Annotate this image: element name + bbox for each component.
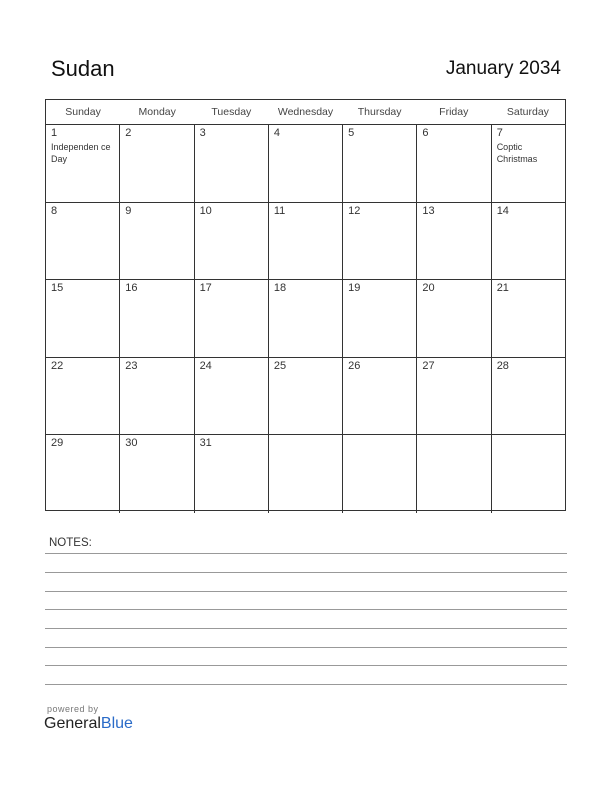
week-row-4 bbox=[46, 358, 565, 436]
day-number: 11 bbox=[273, 204, 286, 217]
note-line bbox=[45, 684, 567, 685]
day-cell bbox=[343, 358, 417, 435]
day-number: 9 bbox=[125, 204, 132, 217]
day-cell bbox=[417, 280, 491, 357]
weekday-friday: Friday bbox=[439, 106, 469, 118]
weekday-sunday: Sunday bbox=[65, 106, 101, 118]
day-number: 26 bbox=[348, 359, 361, 372]
day-number: 12 bbox=[348, 204, 361, 217]
day-number: 21 bbox=[496, 282, 509, 294]
brand-name-part2: Blue bbox=[100, 715, 133, 732]
weekday-wednesday: Wednesday bbox=[277, 106, 334, 118]
day-number: 14 bbox=[496, 204, 509, 217]
day-cell bbox=[46, 358, 120, 435]
week-row-2 bbox=[46, 203, 565, 281]
brand-name bbox=[44, 715, 133, 733]
brand-logo bbox=[44, 704, 133, 733]
day-number: 22 bbox=[51, 359, 64, 372]
holiday-label: Independen ce Day bbox=[51, 142, 111, 164]
day-number: 29 bbox=[51, 437, 64, 449]
day-cell bbox=[120, 358, 194, 435]
day-cell bbox=[492, 125, 565, 202]
week-row-3 bbox=[46, 280, 565, 358]
day-cell bbox=[120, 280, 194, 357]
country-title: Sudan bbox=[51, 56, 115, 81]
day-number: 16 bbox=[125, 282, 138, 294]
day-number: 31 bbox=[199, 437, 212, 449]
day-number: 6 bbox=[422, 127, 429, 139]
day-number: 20 bbox=[422, 282, 435, 294]
day-number: 19 bbox=[348, 282, 361, 294]
day-cell bbox=[46, 203, 120, 280]
day-cell bbox=[269, 125, 343, 202]
day-cell bbox=[195, 280, 269, 357]
day-number: 10 bbox=[199, 204, 212, 217]
day-cell bbox=[492, 280, 565, 357]
day-number: 25 bbox=[273, 359, 287, 372]
weekday-tuesday: Tuesday bbox=[211, 106, 252, 118]
powered-by-text: powered by bbox=[47, 704, 99, 714]
week-row-1 bbox=[46, 125, 565, 203]
day-number: 17 bbox=[199, 282, 212, 294]
day-number: 3 bbox=[199, 127, 206, 139]
day-number: 7 bbox=[496, 127, 503, 139]
day-number: 28 bbox=[496, 359, 509, 372]
week-row-5 bbox=[46, 435, 565, 513]
day-number: 2 bbox=[125, 127, 132, 139]
day-cell bbox=[492, 203, 565, 280]
day-number: 1 bbox=[51, 127, 58, 139]
day-cell bbox=[269, 280, 343, 357]
day-cell bbox=[195, 125, 269, 202]
day-cell bbox=[269, 203, 343, 280]
day-number: 24 bbox=[199, 359, 212, 372]
day-cell bbox=[492, 435, 565, 513]
note-line bbox=[45, 609, 567, 610]
day-number: 8 bbox=[51, 204, 58, 217]
day-cell bbox=[120, 125, 194, 202]
day-cell bbox=[417, 203, 491, 280]
day-cell bbox=[417, 435, 491, 513]
brand-name-part1: General bbox=[44, 715, 101, 732]
note-line bbox=[45, 553, 567, 554]
day-number: 4 bbox=[273, 127, 280, 139]
day-cell bbox=[195, 203, 269, 280]
day-number: 23 bbox=[125, 359, 138, 372]
day-number: 5 bbox=[348, 127, 355, 139]
day-number: 18 bbox=[273, 282, 287, 294]
day-cell bbox=[343, 435, 417, 513]
day-number: 13 bbox=[422, 204, 435, 217]
day-cell bbox=[46, 125, 120, 202]
day-cell bbox=[492, 358, 565, 435]
day-cell bbox=[343, 203, 417, 280]
day-cell bbox=[195, 358, 269, 435]
day-number: 30 bbox=[125, 437, 138, 449]
holiday-label: Coptic Christmas bbox=[496, 142, 538, 164]
day-cell bbox=[417, 125, 491, 202]
day-cell bbox=[343, 125, 417, 202]
day-cell bbox=[269, 435, 343, 513]
day-cell bbox=[46, 280, 120, 357]
calendar-grid bbox=[45, 99, 566, 511]
note-line bbox=[45, 572, 567, 573]
notes-label: NOTES: bbox=[49, 537, 92, 549]
day-cell bbox=[120, 203, 194, 280]
day-cell bbox=[343, 280, 417, 357]
note-line bbox=[45, 591, 567, 592]
day-number: 27 bbox=[422, 359, 435, 372]
weekday-header-row bbox=[46, 100, 565, 125]
weekday-saturday: Saturday bbox=[506, 106, 549, 118]
note-line bbox=[45, 647, 567, 648]
note-line bbox=[45, 665, 567, 666]
month-title: January 2034 bbox=[445, 58, 561, 79]
weekday-monday: Monday bbox=[138, 106, 176, 118]
weekday-thursday: Thursday bbox=[357, 106, 402, 118]
day-cell bbox=[417, 358, 491, 435]
day-cell bbox=[46, 435, 120, 513]
day-cell bbox=[120, 435, 194, 513]
day-cell bbox=[195, 435, 269, 513]
note-line bbox=[45, 628, 567, 629]
day-cell bbox=[269, 358, 343, 435]
day-number: 15 bbox=[51, 282, 64, 294]
